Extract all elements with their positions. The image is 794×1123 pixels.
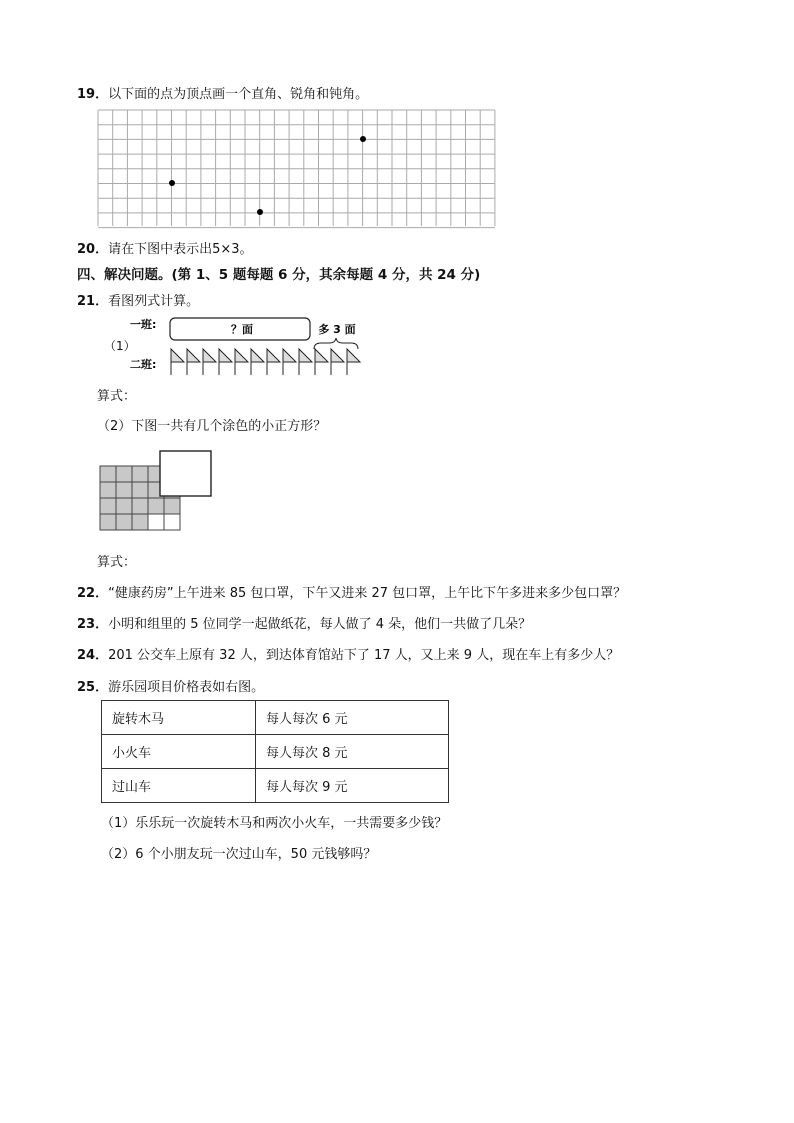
question-text: 看图列式计算。 [108, 294, 200, 309]
flag-icon [299, 349, 312, 375]
table-cell: 过山车 [102, 769, 256, 803]
sub-question: （2）6 个小朋友玩一次过山车，50 元钱够吗？ [101, 847, 377, 862]
shaded-square [132, 514, 148, 530]
shaded-square [116, 514, 132, 530]
question-text: 游乐园项目价格表如右图。 [108, 680, 265, 695]
shaded-square [164, 498, 180, 514]
blank-square [148, 514, 164, 530]
flag-icon [251, 349, 264, 375]
question-number: 24． [77, 648, 109, 663]
sub-question: （1）乐乐玩一次旋转木马和两次小火车，一共需要多少钱？ [101, 816, 448, 831]
question-number: 25． [77, 680, 109, 695]
question-number: 19． [77, 87, 109, 102]
question-text: 小明和组里的 5 位同学一起做纸花，每人做了 4 朵，他们一共做了几朵？ [108, 617, 532, 632]
unknown-label: ？面 [231, 323, 253, 336]
shaded-square [132, 466, 148, 482]
class2-label: 二班: [130, 358, 157, 371]
question-text: “健康药房”上午进来 85 包口罩，下午又进来 27 包口罩，上午比下午多进来多少包口罩？ [108, 586, 627, 601]
shaded-square [116, 466, 132, 482]
flag-diagram [125, 313, 370, 378]
flag-icon [187, 349, 200, 375]
table-row [102, 769, 449, 803]
table-cell: 每人每次 9 元 [256, 769, 449, 803]
shaded-square [116, 482, 132, 498]
question-20 [77, 238, 253, 257]
flag-icon [171, 349, 184, 375]
grid-dot [360, 136, 366, 142]
table-row [102, 735, 449, 769]
shaded-square [132, 498, 148, 514]
table-cell: 小火车 [102, 735, 256, 769]
flag-icon [267, 349, 280, 375]
question-21 [77, 290, 199, 309]
question-text: 201 公交车上原有 32 人，到达体育馆站下了 17 人，又上来 9 人，现在车上有多少人？ [108, 648, 620, 663]
class1-label: 一班: [130, 318, 157, 331]
section-title: 四、解决问题。(第 1、5 题每题 6 分，其余每题 4 分，共 24 分) [77, 267, 481, 283]
question-text: 请在下图中表示出5×3。 [108, 242, 253, 257]
dot-grid[interactable] [97, 109, 499, 229]
shaded-square [148, 498, 164, 514]
shaded-square [100, 482, 116, 498]
price-table [101, 700, 449, 803]
table-cell: 每人每次 6 元 [256, 701, 449, 735]
grid-dot [257, 209, 263, 215]
flag-icon [315, 349, 328, 375]
part-label: （1） [104, 339, 136, 353]
question-23 [77, 613, 531, 632]
question-22 [77, 582, 626, 601]
flag-icon [235, 349, 248, 375]
question-19 [77, 83, 368, 102]
grid-dot [169, 180, 175, 186]
flag-icon [283, 349, 296, 375]
more-label: 多 3 面 [318, 323, 356, 336]
covering-square [160, 451, 211, 496]
formula-label: 算式： [97, 389, 137, 404]
question-24 [77, 644, 619, 663]
table-cell: 每人每次 8 元 [256, 735, 449, 769]
flag-icon [203, 349, 216, 375]
square-figure [98, 449, 214, 531]
flag-icon [347, 349, 360, 375]
flag-icon [219, 349, 232, 375]
shaded-square [132, 482, 148, 498]
question-number: 20． [77, 242, 109, 257]
question-number: 23． [77, 617, 109, 632]
question-25 [77, 676, 264, 695]
question-text: 以下面的点为顶点画一个直角、锐角和钝角。 [108, 87, 369, 102]
shaded-square [100, 466, 116, 482]
blank-square [164, 514, 180, 530]
shaded-square [100, 498, 116, 514]
question-number: 22． [77, 586, 109, 601]
brace [314, 338, 358, 349]
flag-icon [331, 349, 344, 375]
formula-label: 算式： [97, 555, 137, 570]
flag-row [171, 349, 360, 375]
table-cell: 旋转木马 [102, 701, 256, 735]
question-number: 21． [77, 294, 109, 309]
part2-question: （2）下图一共有几个涂色的小正方形？ [97, 419, 327, 434]
table-row [102, 701, 449, 735]
shaded-square [100, 514, 116, 530]
shaded-square [116, 498, 132, 514]
